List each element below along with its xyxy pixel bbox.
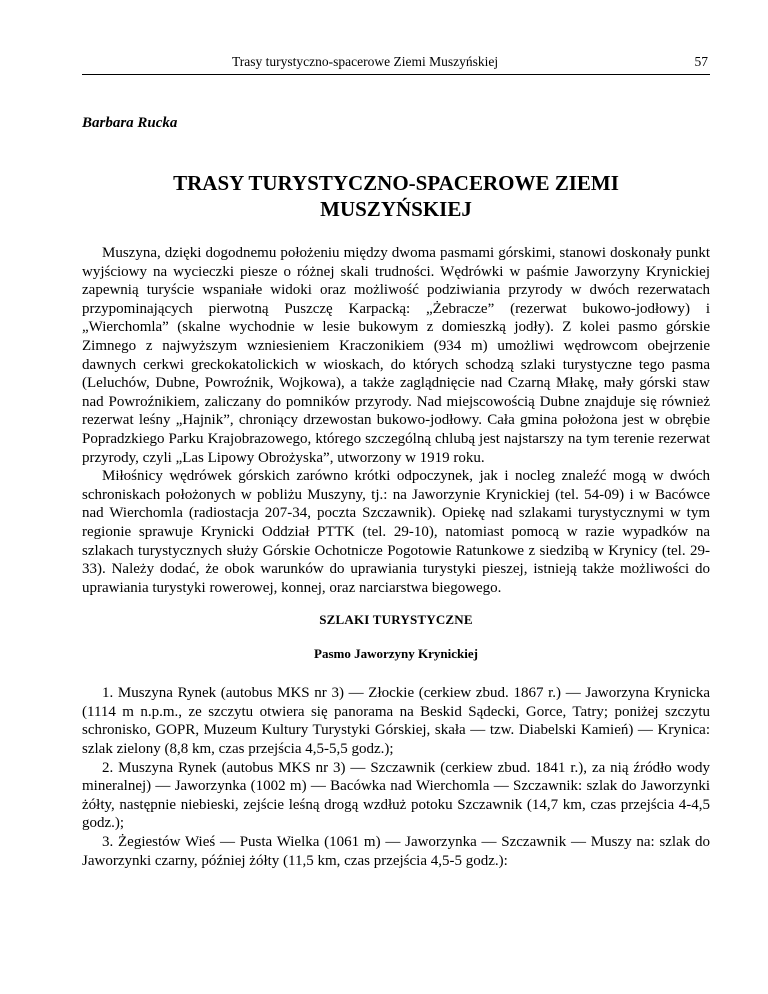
route-item: 3. Żegiestów Wieś — Pusta Wielka (1061 m) — Jaworzynka — Szczawnik — Muszy na: szlak do Jaworzynki czarny, później żółty (11,5 km, czas przejścia 4,5-5 godz.):: [82, 834, 710, 869]
subsection-heading: Pasmo Jaworzyny Krynickiej: [314, 646, 478, 662]
article-title: TRASY TURYSTYCZNO-SPACEROWE ZIEMI MUSZYŃSKIEJ: [173, 171, 619, 221]
route-item: 1. Muszyna Rynek (autobus MKS nr 3) — Złockie (cerkiew zbud. 1867 r.) — Jaworzyna Krynicka (1114 m n.p.m., ze szczytu otwiera się panorama na Beskid Sądecki, Gorce, Tatry; poniżej szczytu schronisko, GOPR, Muzeum Kultury Turystyki Górskiej, skała — tzw. Diabelski Kamień) — Krynica: szlak zielony (8,8 km, czas przejścia 4,5-5,5 godz.);: [82, 685, 710, 758]
routes-list: [82, 684, 710, 870]
route-item: 2. Muszyna Rynek (autobus MKS nr 3) — Szczawnik (cerkiew zbud. 1841 r.), za nią źródło wody mineralnej) — Jaworzynka (1002 m) — Bacówka nad Wierchomla — Szczawnik: szlak do Jaworzynki żółty, następnie niebieski, zejście leśną drogą wzdłuż potoku Szczawnik (14,7 km, czas przejścia 4-4,5 godz.);: [82, 759, 710, 832]
document-page: [82, 0, 710, 870]
article-body: [82, 244, 710, 597]
body-paragraph: Miłośnicy wędrówek górskich zarówno krótki odpoczynek, jak i nocleg znaleźć mogą w dwóch schroniskach położonych w pobliżu Muszyny, tj.: na Jaworzynie Krynickiej (tel. 54-09) i w Bacówce nad Wierchomla (radiostacja 207-34, poczta Szczawnik). Opiekę nad szlakami turystycznymi w tym regionie sprawuje Krynicki Oddział PTTK (tel. 29-10), natomiast pomocą w razie wypadków na szlakach turystycznych służy Górskie Ochotnicze Pogotowie Ratunkowe z siedzibą w Krynicy (tel. 29-33). Należy dodać, że obok warunków do uprawiania turystyki pieszej, istnieją także możliwości do uprawiania turystyki rowerowej, konnej, oraz narciarstwa biegowego.: [82, 468, 710, 596]
author-name: Barbara Rucka: [82, 115, 178, 131]
running-header: [82, 52, 710, 75]
running-title: Trasy turystyczno-spacerowe Ziemi Muszyńskiej: [232, 54, 499, 69]
section-heading: SZLAKI TURYSTYCZNE: [319, 612, 473, 628]
page-number: 57: [694, 54, 708, 69]
body-paragraph: Muszyna, dzięki dogodnemu położeniu między dwoma pasmami górskimi, stanowi doskonały punkt wyjściowy na wycieczki piesze o różnej skali trudności. Wędrówki w paśmie Jaworzyny Krynickiej zapewnią turyście wspaniałe widoki oraz możliwość podziwiania przyrody w dwóch rezerwatach przypominających pierwotną Puszczę Karpacką: „Żebracze” (rezerwat bukowo-jodłowy) i „Wierchomla” (skalne wychodnie w lesie bukowym z domieszką jodły). Z kolei pasmo górskie Zimnego z najwyższym wzniesieniem Kraczonikiem (934 m) umożliwi wędrowcom obejrzenie dawnych cerkwi greckokatolickich w wioskach, do których schodzą szlaki turystyczne tego pasma (Leluchów, Dubne, Powroźnik, Wojkowa), a także zaglądnięcie nad Czarną Młakę, mały górski staw nad Powroźnikiem, zaliczany do pomników przyrody. Nad miejscowością Dubne znajduje się również rezerwat leśny „Hajnik”, chroniący drzewostan bukowo-jodłowy. Cała gmina położona jest w obrębie Popradzkiego Parku Krajobrazowego, którego szczególną chlubą jest najstarszy na tym terenie rezerwat przyrody, czyli „Las Lipowy Obrożyska”, utworzony w 1919 roku.: [82, 245, 710, 466]
